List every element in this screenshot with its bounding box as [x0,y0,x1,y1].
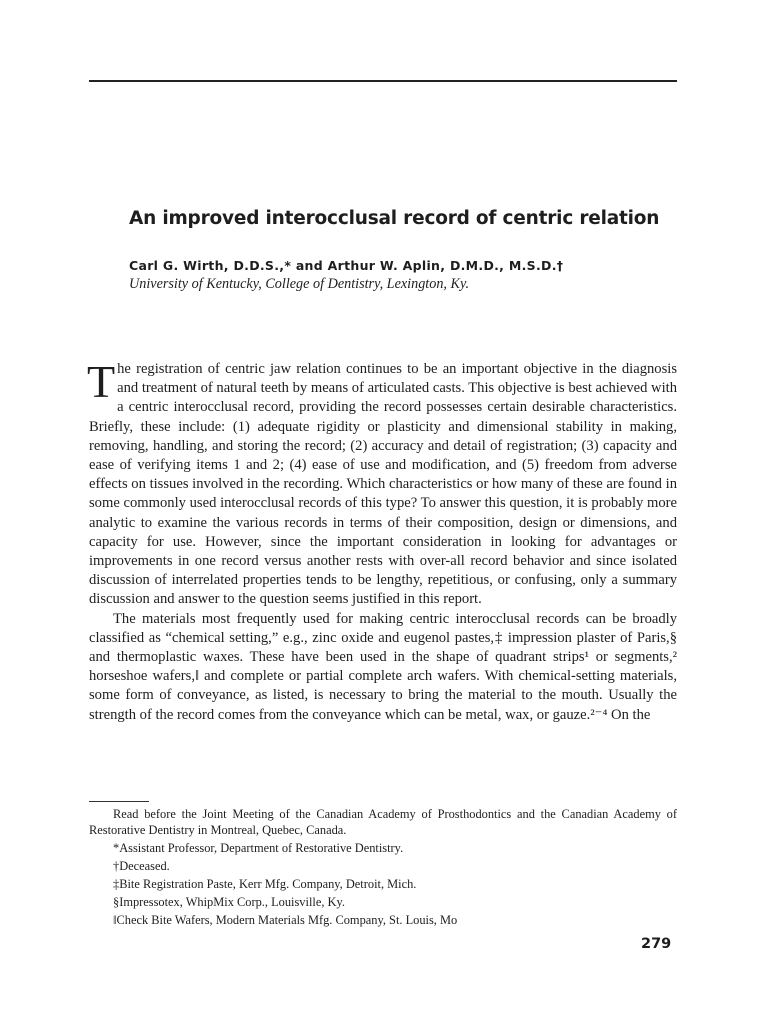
article-body [87,356,677,725]
footnote-rule [89,801,149,802]
footnote: Read before the Joint Meeting of the Canadian Academy of Prosthodontics and the Canadian Academy of Restorative Dentistry in Montreal, Quebec, Canada. [89,807,677,837]
footnote: ‡Bite Registration Paste, Kerr Mfg. Company, Detroit, Mich. [113,877,417,891]
article-title: An improved interocclusal record of centric relation [129,208,660,229]
header-rule [89,80,677,82]
page-number: 279 [641,936,672,952]
drop-cap: T [87,356,116,407]
footnote: ‖Check Bite Wafers, Modern Materials Mfg. Company, St. Louis, Mo [113,913,458,927]
body-paragraph-1 [87,356,677,610]
footnotes [89,806,677,930]
footnote: §Impressotex, WhipMix Corp., Louisville, Ky. [113,895,345,909]
author-affiliation: University of Kentucky, College of Dentistry, Lexington, Ky. [129,276,470,292]
body-paragraph-1-text: he registration of centric jaw relation continues to be an important objective in the diagnosis and treatment of natural teeth by means of articulated casts. This objective is best achieved with a centric interocclusal record, providing the record possesses certain desirable characteristics. Briefly, these include: (1) adequate rigidity or plasticity and dimensional stability in making, removing, handling, and storing the record; (2) accuracy and detail of registration; (3) capacity and ease of verifying items 1 and 2; (4) ease of use and modification, and (5) freedom from adverse effects on tissues involved in the recording. Which characteristics or how many of these are found in some commonly used interocclusal records of this type? To answer this question, it is probably more analytic to examine the various records in terms of their composition, design or dimensions, and capacity for use. However, since the important consideration in looking for advantages or improvements in one record versus another rests with over-all record behavior and since isolated discussion of interrelated properties tends to be lengthy, repetitious, or confusing, only a summary discussion and answer to the question seems justified in this report. [89,361,677,608]
footnote: †Deceased. [113,859,170,873]
article-authors: Carl G. Wirth, D.D.S.,* and Arthur W. Aplin, D.M.D., M.S.D.† [129,258,564,273]
footnote: *Assistant Professor, Department of Restorative Dentistry. [113,841,404,855]
body-paragraph-2: The materials most frequently used for making centric interocclusal records can be broadly classified as “chemical setting,” e.g., zinc oxide and eugenol pastes,‡ impression plaster of Paris,§ and thermoplastic waxes. These have been used in the shape of quadrant strips¹ or segments,² horseshoe wafers,‖ and complete or partial complete arch wafers. With chemical-setting materials, some form of conveyance, as listed, is necessary to bring the material to the mouth. Usually the strength of the record comes from the conveyance which can be metal, wax, or gauze.²⁻⁴ On the [89,610,677,723]
